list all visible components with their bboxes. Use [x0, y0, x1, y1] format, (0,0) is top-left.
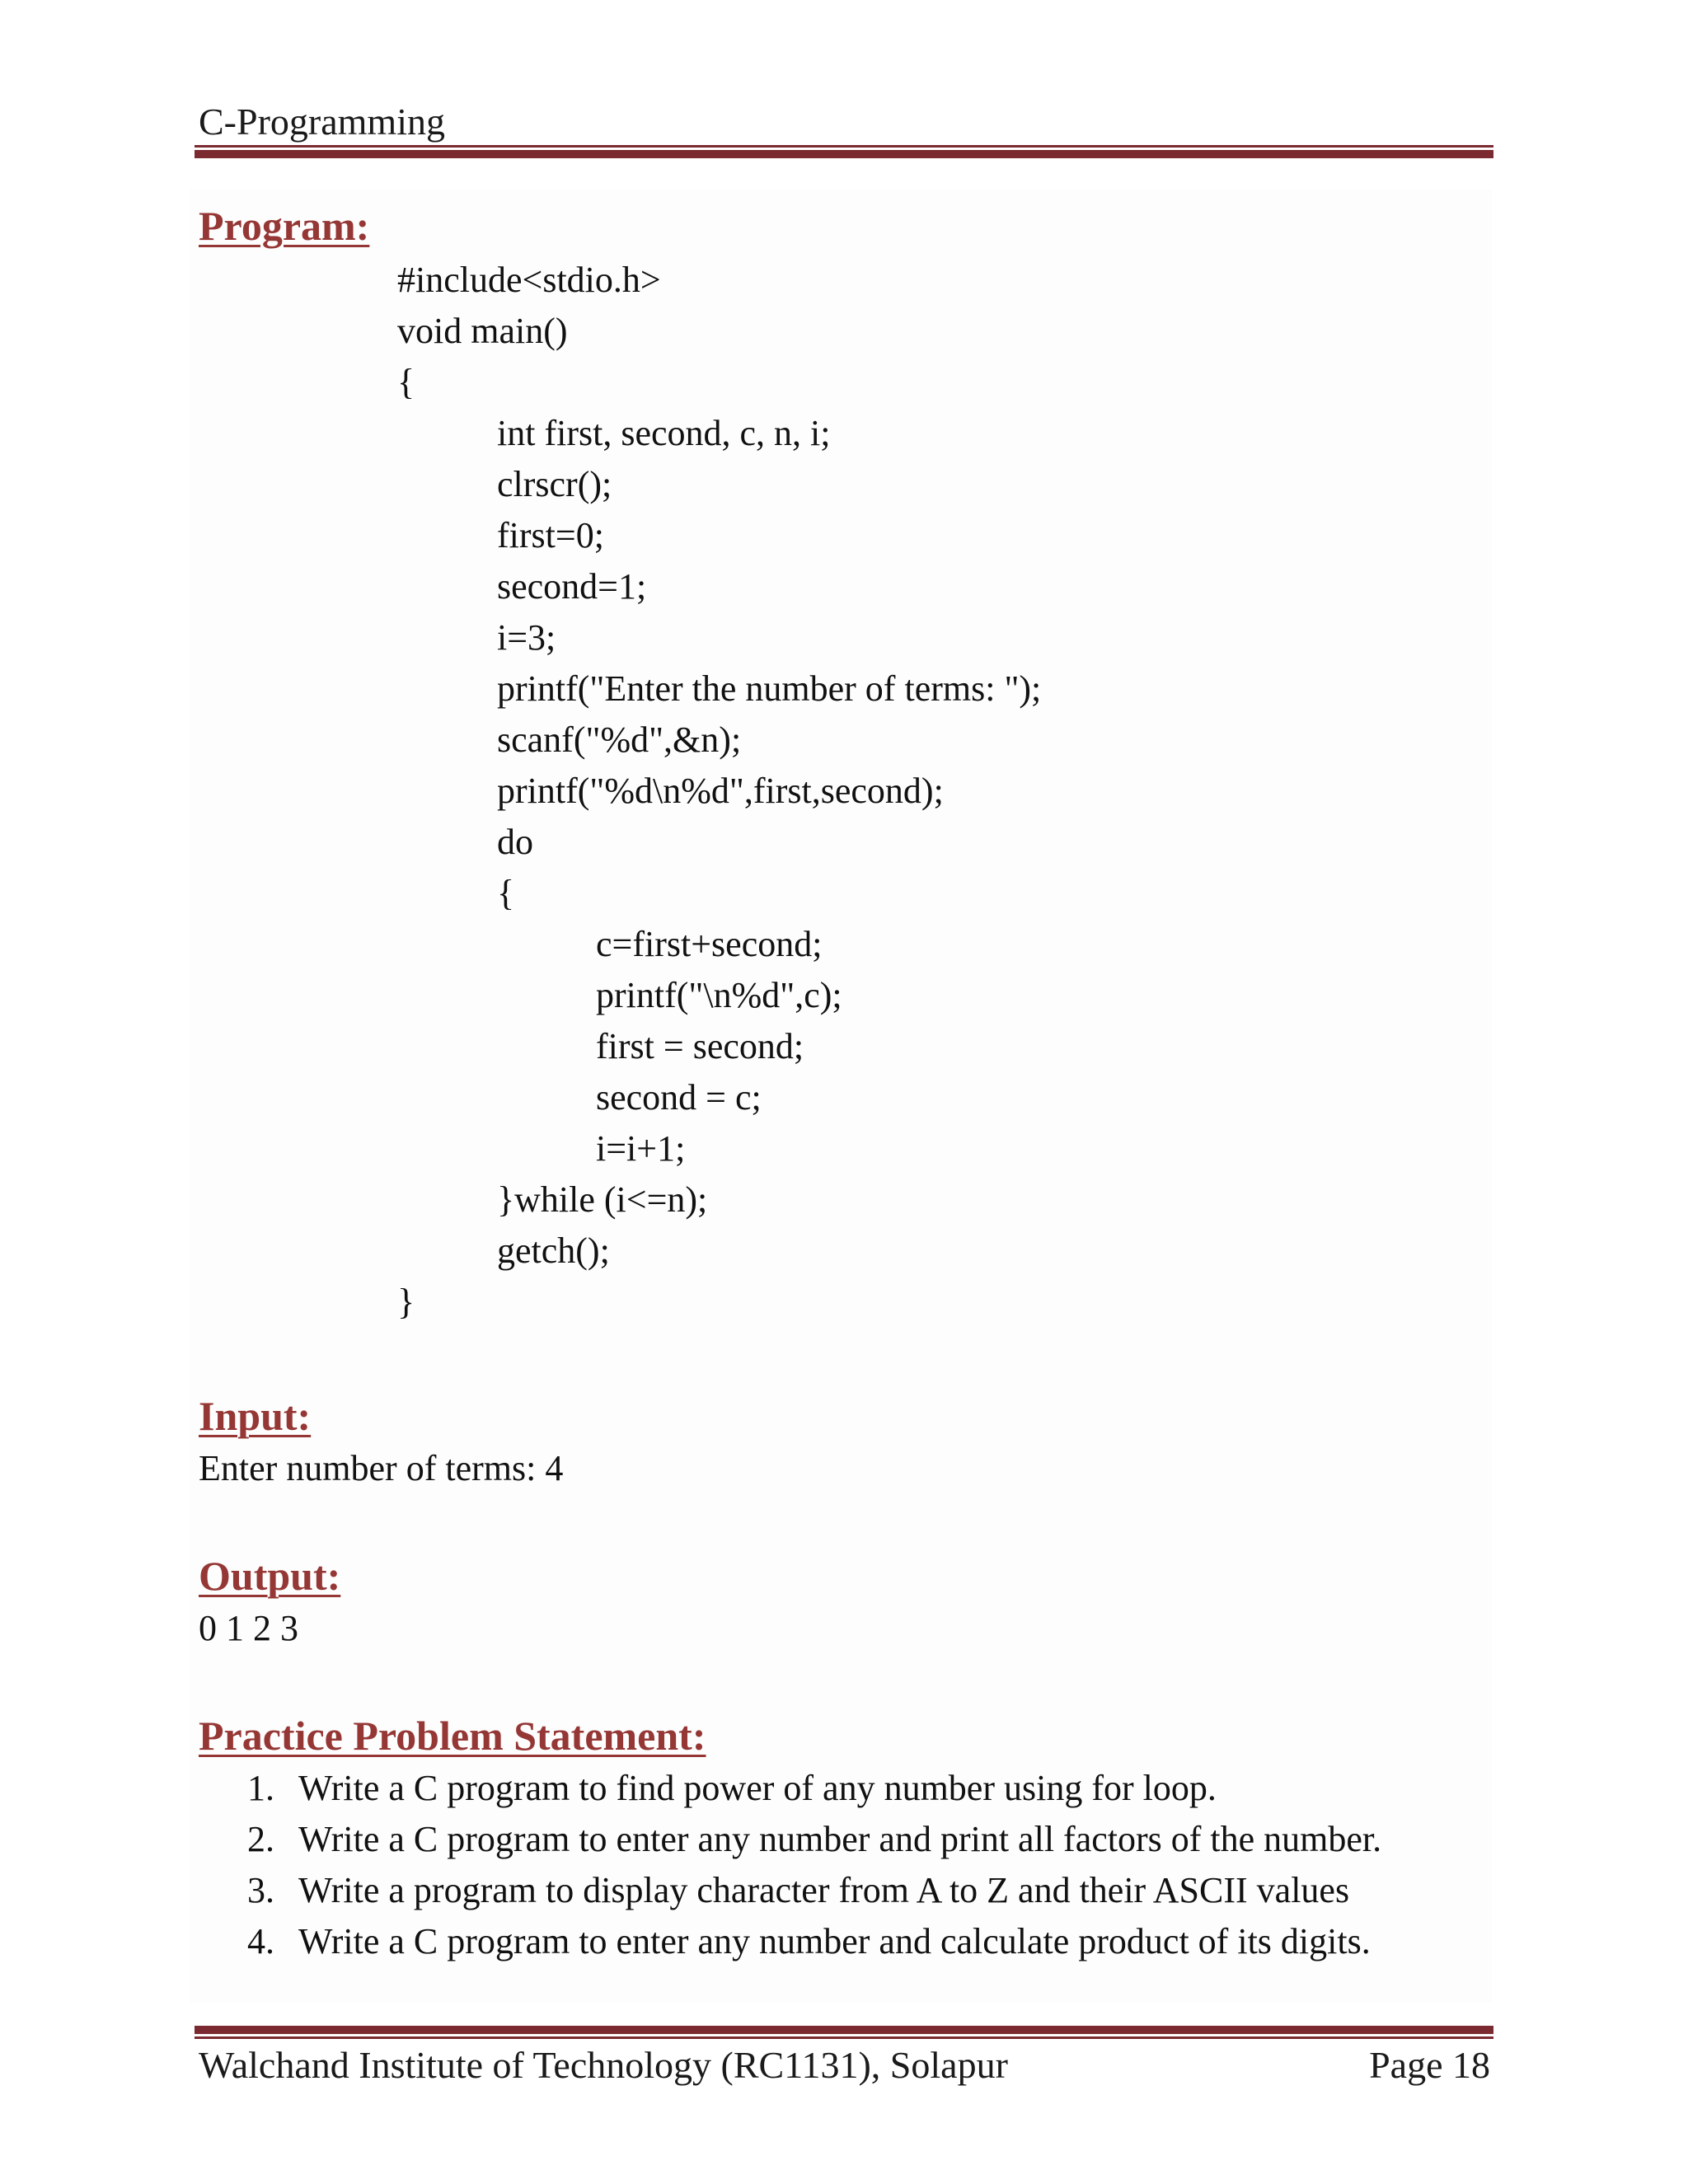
list-item-number: 1. [247, 1768, 274, 1808]
code-line: int first, second, c, n, i; [497, 413, 831, 453]
footer-institute: Walchand Institute of Technology (RC1131), Solapur [199, 2044, 1008, 2086]
list-item-number: 2. [247, 1819, 274, 1859]
code-line: getch(); [497, 1230, 610, 1271]
code-line: first=0; [497, 515, 604, 555]
code-line: } [397, 1282, 415, 1322]
code-line: printf("%d\n%d",first,second); [497, 771, 944, 811]
list-item-number: 4. [247, 1921, 274, 1961]
practice-heading: Practice Problem Statement: [199, 1713, 706, 1759]
footer-page-number: Page 18 [1369, 2044, 1490, 2086]
code-line: do [497, 822, 533, 862]
code-line: c=first+second; [596, 924, 823, 964]
output-text: 0 1 2 3 [199, 1608, 298, 1648]
code-line: printf("Enter the number of terms: "); [497, 668, 1042, 709]
footer-rule-thin [195, 2036, 1493, 2039]
code-line: second = c; [596, 1077, 762, 1118]
code-line: clrscr(); [497, 464, 612, 504]
code-line: scanf("%d",&n); [497, 719, 742, 760]
code-line: { [397, 362, 415, 402]
list-item-number: 3. [247, 1870, 274, 1910]
code-line: i=3; [497, 617, 556, 658]
list-item-text: Write a program to display character from A to Z and their ASCII values [298, 1870, 1350, 1910]
header-rule-thick [195, 150, 1493, 158]
code-line: i=i+1; [596, 1128, 686, 1169]
output-heading: Output: [199, 1553, 341, 1599]
code-line: second=1; [497, 566, 647, 607]
footer-rule-thick [195, 2026, 1493, 2034]
list-item-text: Write a C program to find power of any number using for loop. [298, 1768, 1217, 1808]
input-text: Enter number of terms: 4 [199, 1448, 564, 1488]
code-line: first = second; [596, 1026, 804, 1066]
program-heading: Program: [199, 203, 370, 249]
code-line: { [497, 873, 515, 913]
code-line: printf("\n%d",c); [596, 975, 842, 1015]
header-rule-thin [195, 145, 1493, 148]
code-line: #include<stdio.h> [397, 260, 661, 300]
document-header-title: C-Programming [199, 101, 445, 143]
code-line: }while (i<=n); [497, 1179, 708, 1220]
input-heading: Input: [199, 1393, 312, 1439]
code-line: void main() [397, 311, 568, 351]
list-item-text: Write a C program to enter any number and calculate product of its digits. [298, 1921, 1371, 1961]
list-item-text: Write a C program to enter any number and print all factors of the number. [298, 1819, 1382, 1859]
